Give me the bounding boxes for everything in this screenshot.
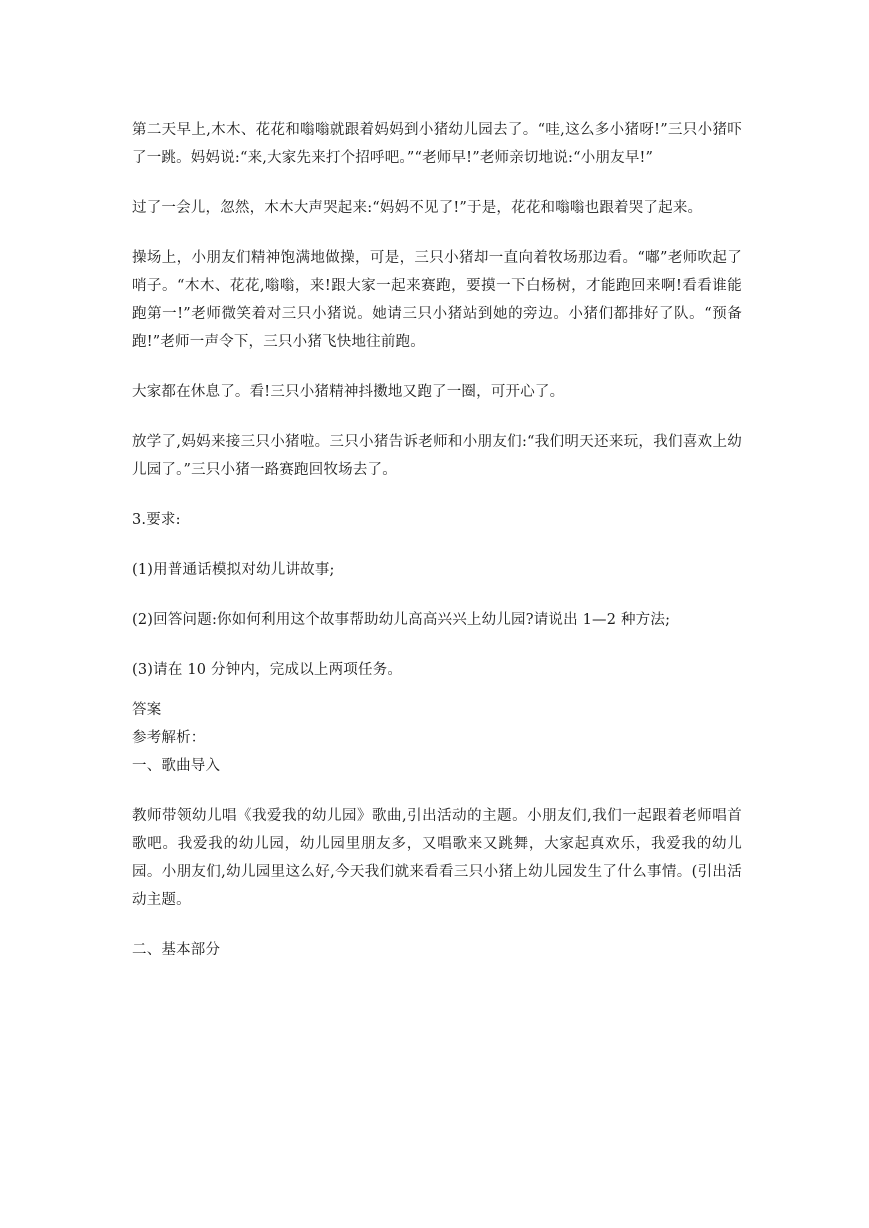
requirement-item-1: (1)用普通话模拟对幼儿讲故事;	[132, 562, 335, 578]
section-2-title: 二、基本部分	[132, 942, 221, 958]
story-paragraph-2: 过了一会儿，忽然，木木大声哭起来:“妈妈不见了!”于是，花花和嗡嗡也跟着哭了起来。	[132, 200, 703, 216]
analysis-label: 参考解析：	[132, 730, 206, 746]
story-paragraph-1: 第二天早上,木木、花花和嗡嗡就跟着妈妈到小猪幼儿园去了。“哇,这么多小猪呀!”三只小猪吓了一跳。妈妈说:“来,大家先来打个招呼吧。”“老师早!”老师亲切地说:“小朋友早!”	[132, 122, 742, 166]
story-paragraph-3: 操场上，小朋友们精神饱满地做操，可是，三只小猪却一直向着牧场那边看。“嘟”老师吹起了哨子。“木木、花花,嗡嗡，来!跟大家一起来赛跑，要摸一下白杨树，才能跑回来啊!看看谁能跑第一!”老师微笑着对三只小猪说。她请三只小猪站到她的旁边。小猪们都排好了队。“预备跑!”老师一声令下，三只小猪飞快地往前跑。	[132, 250, 742, 350]
requirement-item-2: (2)回答问题:你如何利用这个故事帮助幼儿高高兴兴上幼儿园?请说出 1—2 种方法;	[132, 612, 671, 628]
requirement-item-3: (3)请在 10 分钟内，完成以上两项任务。	[132, 662, 403, 678]
section-1-title: 一、歌曲导入	[132, 758, 221, 774]
section-1-body: 教师带领幼儿唱《我爱我的幼儿园》歌曲,引出活动的主题。小朋友们,我们一起跟着老师唱首歌吧。我爱我的幼儿园，幼儿园里朋友多，又唱歌来又跳舞，大家起真欢乐，我爱我的幼儿园。小朋友们,幼儿园里这么好,今天我们就来看看三只小猪上幼儿园发生了什么事情。(引出活动主题。	[132, 808, 742, 908]
story-paragraph-4: 大家都在休息了。看!三只小猪精神抖擞地又跑了一圈，可开心了。	[132, 384, 565, 400]
requirements-heading: 3.要求:	[132, 512, 181, 528]
story-paragraph-5: 放学了,妈妈来接三只小猪啦。三只小猪告诉老师和小朋友们:“我们明天还来玩，我们喜欢上幼儿园了。”三只小猪一路赛跑回牧场去了。	[132, 434, 742, 478]
document-page	[132, 116, 742, 986]
answer-label: 答案	[132, 702, 162, 718]
